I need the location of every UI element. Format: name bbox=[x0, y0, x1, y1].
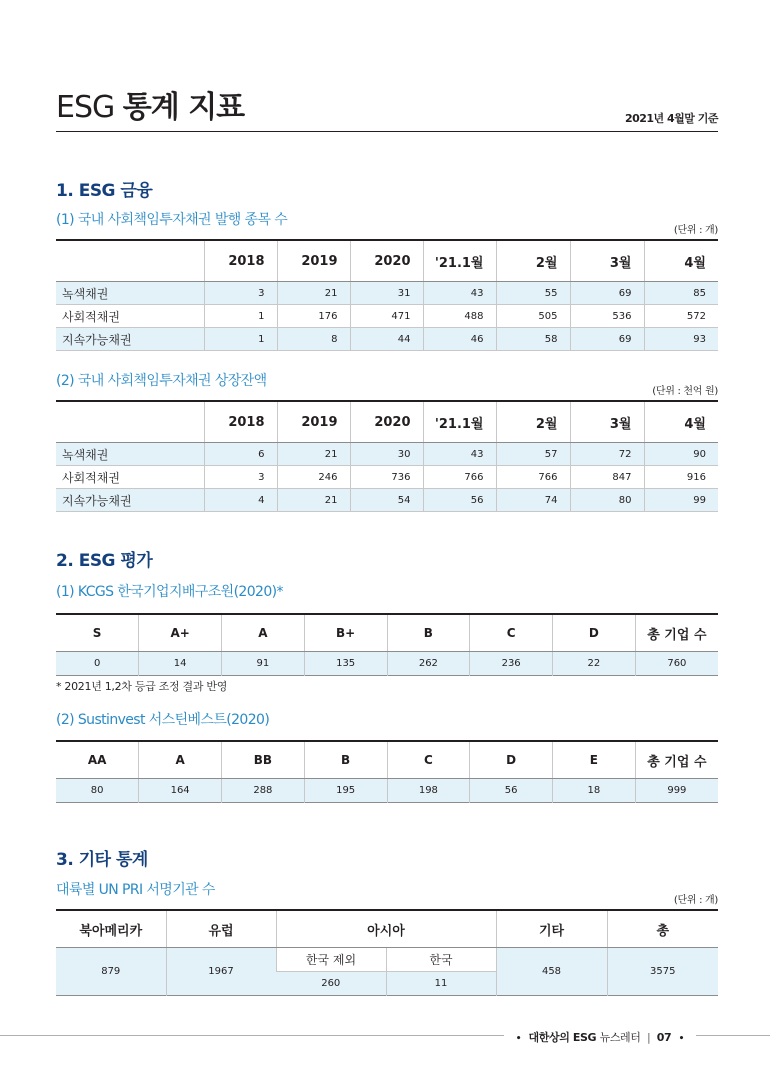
table-row bbox=[56, 282, 718, 305]
column-header: 2019 bbox=[277, 401, 350, 443]
table-cell: 11 bbox=[386, 972, 496, 996]
table-cell: 21 bbox=[277, 443, 350, 466]
column-header: 2020 bbox=[350, 240, 423, 282]
column-header: '21.1월 bbox=[423, 401, 496, 443]
column-header: 2019 bbox=[277, 240, 350, 282]
table-row bbox=[56, 328, 718, 351]
section-heading-esg-finance: 1. ESG 금융 bbox=[56, 181, 153, 201]
table-cell: 458 bbox=[496, 948, 607, 996]
column-header: 4월 bbox=[644, 240, 718, 282]
un-pri-table bbox=[56, 909, 718, 996]
column-header: AA bbox=[56, 741, 139, 779]
table-cell: 46 bbox=[423, 328, 496, 351]
column-header: 총 bbox=[607, 910, 718, 948]
footer bbox=[504, 1029, 696, 1045]
table-cell: 916 bbox=[644, 466, 718, 489]
table-cell: 1 bbox=[204, 328, 277, 351]
table-cell: 879 bbox=[56, 948, 166, 996]
column-header: B+ bbox=[304, 614, 387, 652]
table-row bbox=[56, 443, 718, 466]
as-of-date: 2021년 4월말 기준 bbox=[624, 112, 718, 125]
table-cell: 31 bbox=[350, 282, 423, 305]
table-cell: 766 bbox=[496, 466, 570, 489]
table-cell: 69 bbox=[570, 328, 644, 351]
section-heading-other-stats: 3. 기타 통계 bbox=[56, 850, 148, 870]
column-header: D bbox=[470, 741, 553, 779]
column-header: A bbox=[139, 741, 222, 779]
table-cell: 1 bbox=[204, 305, 277, 328]
table-cell: 43 bbox=[423, 282, 496, 305]
column-header: 2월 bbox=[496, 240, 570, 282]
table-cell: 80 bbox=[570, 489, 644, 512]
row-label: 지속가능채권 bbox=[56, 489, 204, 512]
table-row bbox=[56, 779, 718, 803]
table-cell: 69 bbox=[570, 282, 644, 305]
table-cell: 736 bbox=[350, 466, 423, 489]
page-title-light: ESG bbox=[56, 90, 115, 125]
table-cell: 505 bbox=[496, 305, 570, 328]
table-cell: 260 bbox=[276, 972, 386, 996]
page-number: 07 bbox=[656, 1031, 672, 1044]
row-label: 녹색채권 bbox=[56, 443, 204, 466]
column-header: '21.1월 bbox=[423, 240, 496, 282]
column-header: 북아메리카 bbox=[56, 910, 166, 948]
table-cell: 236 bbox=[470, 652, 553, 676]
table-header-row bbox=[56, 910, 718, 948]
table-row bbox=[56, 489, 718, 512]
table-cell: 999 bbox=[635, 779, 718, 803]
table-cell: 536 bbox=[570, 305, 644, 328]
table-cell: 760 bbox=[635, 652, 718, 676]
table-cell: 74 bbox=[496, 489, 570, 512]
separator: | bbox=[646, 1031, 651, 1044]
table-header-row bbox=[56, 614, 718, 652]
table-cell: 572 bbox=[644, 305, 718, 328]
bond-issues-table bbox=[56, 239, 718, 351]
title-divider bbox=[56, 131, 718, 132]
row-label: 지속가능채권 bbox=[56, 328, 204, 351]
table-cell: 85 bbox=[644, 282, 718, 305]
table-cell: 80 bbox=[56, 779, 139, 803]
page-title bbox=[56, 82, 244, 126]
table-cell: 58 bbox=[496, 328, 570, 351]
table-cell: 135 bbox=[304, 652, 387, 676]
column-header: C bbox=[470, 614, 553, 652]
column-header: E bbox=[553, 741, 636, 779]
table-cell: 93 bbox=[644, 328, 718, 351]
table-row bbox=[56, 305, 718, 328]
table-cell: 471 bbox=[350, 305, 423, 328]
table-cell: 57 bbox=[496, 443, 570, 466]
sustinvest-rating-table bbox=[56, 740, 718, 803]
table-cell: 54 bbox=[350, 489, 423, 512]
table-cell: 22 bbox=[553, 652, 636, 676]
table-cell: 21 bbox=[277, 282, 350, 305]
column-header: 총 기업 수 bbox=[635, 741, 718, 779]
table-row bbox=[56, 466, 718, 489]
unit-label: (단위 : 천억 원) bbox=[652, 386, 718, 397]
column-header: A bbox=[222, 614, 305, 652]
table-subtitle-kcgs: (1) KCGS 한국기업지배구조원(2020)* bbox=[56, 584, 283, 600]
column-header: B bbox=[387, 614, 470, 652]
table-cell: 3 bbox=[204, 466, 277, 489]
publication-name: 대한상의 ESG bbox=[528, 1031, 597, 1044]
column-header: 2018 bbox=[204, 401, 277, 443]
table-cell: 14 bbox=[139, 652, 222, 676]
column-header: 유럽 bbox=[166, 910, 276, 948]
page-title-bold: 통계 지표 bbox=[122, 90, 245, 125]
unit-label: (단위 : 개) bbox=[673, 225, 718, 236]
column-header: 2월 bbox=[496, 401, 570, 443]
table-cell: 8 bbox=[277, 328, 350, 351]
table-cell: 195 bbox=[304, 779, 387, 803]
table-subtitle-sustinvest: (2) Sustinvest 서스틴베스트(2020) bbox=[56, 712, 270, 728]
table-cell: 847 bbox=[570, 466, 644, 489]
bullet-icon: • bbox=[678, 1034, 684, 1044]
table-cell: 30 bbox=[350, 443, 423, 466]
table-header-row bbox=[56, 741, 718, 779]
table-cell: 288 bbox=[222, 779, 305, 803]
table-row bbox=[56, 948, 718, 972]
column-header: D bbox=[553, 614, 636, 652]
unit-label: (단위 : 개) bbox=[673, 895, 718, 906]
column-header: 3월 bbox=[570, 240, 644, 282]
column-header: BB bbox=[222, 741, 305, 779]
table-cell: 18 bbox=[553, 779, 636, 803]
table-header-row bbox=[56, 240, 718, 282]
table-cell: 91 bbox=[222, 652, 305, 676]
table-cell: 21 bbox=[277, 489, 350, 512]
column-header: 기타 bbox=[496, 910, 607, 948]
section-heading-esg-rating: 2. ESG 평가 bbox=[56, 551, 153, 571]
title-row bbox=[56, 82, 718, 130]
column-header bbox=[56, 401, 204, 443]
table-cell: 55 bbox=[496, 282, 570, 305]
table-cell: 1967 bbox=[166, 948, 276, 996]
table-cell: 56 bbox=[470, 779, 553, 803]
table-header-row bbox=[56, 401, 718, 443]
table-cell: 262 bbox=[387, 652, 470, 676]
table-row bbox=[56, 652, 718, 676]
column-header bbox=[56, 240, 204, 282]
row-label: 녹색채권 bbox=[56, 282, 204, 305]
table-cell: 766 bbox=[423, 466, 496, 489]
table-cell: 4 bbox=[204, 489, 277, 512]
publication-type: 뉴스레터 bbox=[599, 1031, 641, 1044]
table-cell: 164 bbox=[139, 779, 222, 803]
footnote: * 2021년 1,2차 등급 조정 결과 반영 bbox=[56, 680, 228, 693]
column-header: 총 기업 수 bbox=[635, 614, 718, 652]
column-header: 4월 bbox=[644, 401, 718, 443]
column-header: A+ bbox=[139, 614, 222, 652]
table-cell: 43 bbox=[423, 443, 496, 466]
column-header: S bbox=[56, 614, 139, 652]
bond-balance-table bbox=[56, 400, 718, 512]
sub-column-header: 한국 제외 bbox=[276, 948, 386, 972]
table-cell: 56 bbox=[423, 489, 496, 512]
column-header: 2018 bbox=[204, 240, 277, 282]
table-cell: 44 bbox=[350, 328, 423, 351]
kcgs-rating-table bbox=[56, 613, 718, 676]
column-header: 아시아 bbox=[276, 910, 496, 948]
table-cell: 6 bbox=[204, 443, 277, 466]
table-cell: 488 bbox=[423, 305, 496, 328]
table-cell: 72 bbox=[570, 443, 644, 466]
table-cell: 176 bbox=[277, 305, 350, 328]
table-subtitle-bond-balance: (2) 국내 사회책임투자채권 상장잔액 bbox=[56, 373, 267, 389]
table-cell: 246 bbox=[277, 466, 350, 489]
column-header: 3월 bbox=[570, 401, 644, 443]
table-cell: 90 bbox=[644, 443, 718, 466]
table-cell: 99 bbox=[644, 489, 718, 512]
column-header: C bbox=[387, 741, 470, 779]
row-label: 사회적채권 bbox=[56, 305, 204, 328]
table-cell: 198 bbox=[387, 779, 470, 803]
sub-column-header: 한국 bbox=[386, 948, 496, 972]
table-cell: 0 bbox=[56, 652, 139, 676]
bullet-icon: • bbox=[515, 1034, 522, 1044]
table-cell: 3575 bbox=[607, 948, 718, 996]
row-label: 사회적채권 bbox=[56, 466, 204, 489]
table-subtitle-bond-issues: (1) 국내 사회책임투자채권 발행 종목 수 bbox=[56, 212, 288, 228]
column-header: B bbox=[304, 741, 387, 779]
column-header: 2020 bbox=[350, 401, 423, 443]
table-cell: 3 bbox=[204, 282, 277, 305]
table-subtitle-un-pri: 대륙별 UN PRI 서명기관 수 bbox=[56, 882, 215, 898]
